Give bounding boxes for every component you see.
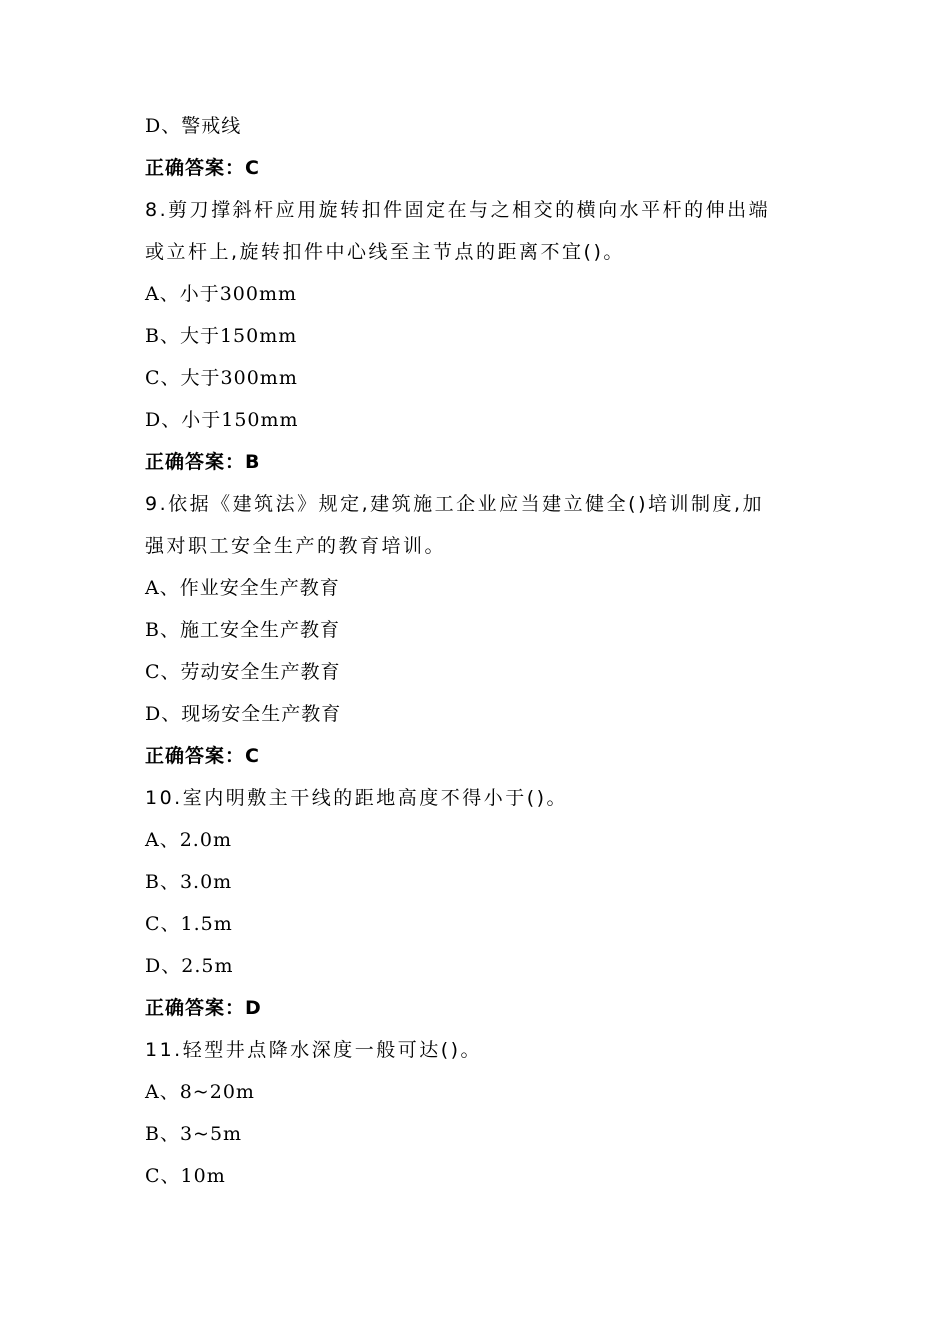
option-line: A、作业安全生产教育 <box>145 577 340 599</box>
option-line: C、大于300mm <box>145 367 298 389</box>
option-line: C、1.5m <box>145 913 233 935</box>
answer-line: 正确答案：C <box>145 157 260 179</box>
option-line: D、警戒线 <box>145 115 242 137</box>
question-line: 9.依据《建筑法》规定,建筑施工企业应当建立健全()培训制度,加 <box>145 493 765 515</box>
option-line: B、3.0m <box>145 871 233 893</box>
answer-line: 正确答案：C <box>145 745 260 767</box>
option-line: A、2.0m <box>145 829 232 851</box>
question-line: 强对职工安全生产的教育培训。 <box>145 535 447 557</box>
question-line: 10.室内明敷主干线的距地高度不得小于()。 <box>145 787 569 809</box>
option-line: C、10m <box>145 1165 226 1187</box>
option-line: D、现场安全生产教育 <box>145 703 342 725</box>
answer-line: 正确答案：D <box>145 997 262 1019</box>
option-line: A、小于300mm <box>145 283 298 305</box>
question-line: 11.轻型井点降水深度一般可达()。 <box>145 1039 483 1061</box>
option-line: C、劳动安全生产教育 <box>145 661 341 683</box>
question-line: 8.剪刀撑斜杆应用旋转扣件固定在与之相交的横向水平杆的伸出端 <box>145 199 771 221</box>
option-line: B、3~5m <box>145 1123 243 1145</box>
option-line: B、大于150mm <box>145 325 298 347</box>
option-line: D、2.5m <box>145 955 234 977</box>
option-line: B、施工安全生产教育 <box>145 619 340 641</box>
option-line: D、小于150mm <box>145 409 299 431</box>
question-line: 或立杆上,旋转扣件中心线至主节点的距离不宜()。 <box>145 241 625 263</box>
answer-line: 正确答案：B <box>145 451 261 473</box>
option-line: A、8~20m <box>145 1081 255 1103</box>
